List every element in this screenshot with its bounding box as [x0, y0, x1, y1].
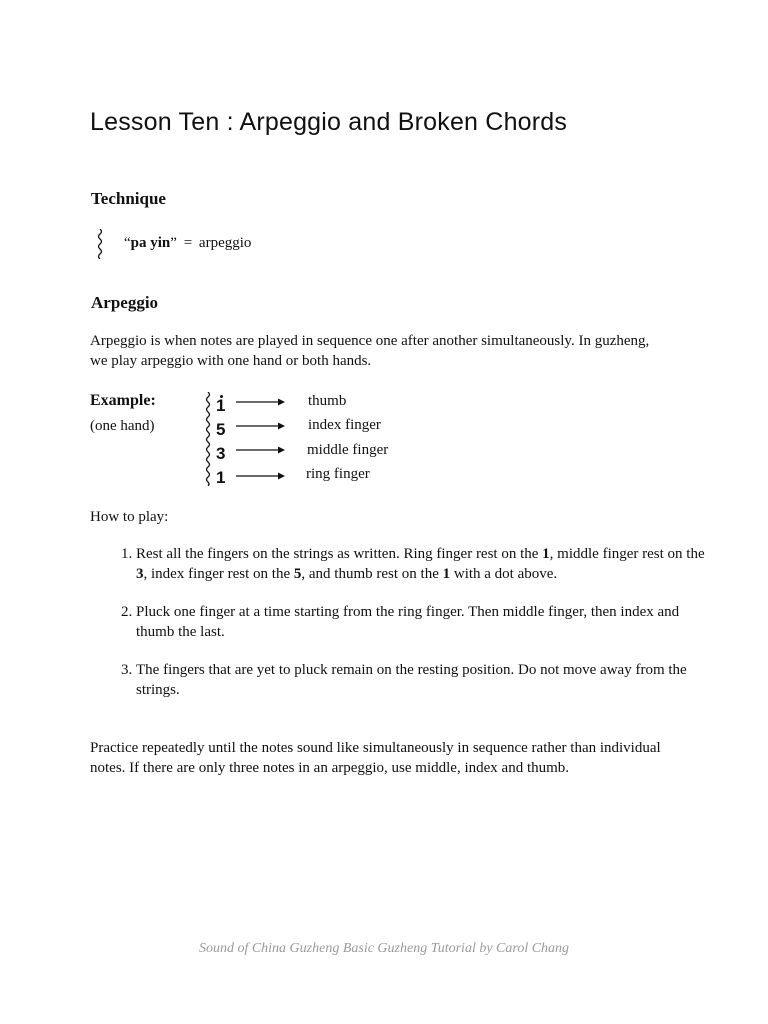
arrow-right-icon [236, 445, 286, 455]
arpeggio-intro: Arpeggio is when notes are played in sequence one after another simultaneously. In guzheng, we play arpeggio with one hand or both hands. [90, 333, 650, 369]
finger-middle: middle finger [307, 442, 389, 458]
equals-sign: = [183, 235, 193, 251]
footer: Sound of China Guzheng Basic Guzheng Tutorial by Carol Chang [198, 941, 570, 956]
technique-meaning: arpeggio [198, 235, 252, 251]
arpeggio-wavy-line-icon [97, 229, 103, 259]
example-label: Example: [90, 392, 156, 409]
page-title: Lesson Ten : Arpeggio and Broken Chords [90, 108, 568, 136]
note-5: 5 [216, 420, 226, 439]
list-item: 2. Pluck one finger at a time starting from the ring finger. Then middle finger, then index and thumb the last. [136, 603, 716, 642]
finger-ring: ring finger [306, 466, 370, 482]
open-quote: “ [124, 235, 131, 251]
step-text: , index finger rest on the [143, 565, 294, 582]
finger-index: index finger [308, 417, 381, 433]
step-bold-number: 5 [293, 565, 302, 582]
step-bold-number: 3 [136, 565, 144, 582]
example-sublabel: (one hand) [90, 418, 155, 434]
technique-definition [124, 233, 251, 253]
step-bold-number: 1 [442, 565, 451, 582]
note-1-low: 1 [216, 468, 226, 487]
close-quote: ” [170, 235, 177, 251]
steps-list [96, 545, 716, 719]
technique-heading: Technique [91, 189, 166, 208]
step-text: Rest all the fingers on the strings as written. Ring finger rest on the [136, 546, 543, 562]
how-to-play-heading: How to play: [90, 509, 169, 525]
note-1: 1 [216, 396, 226, 415]
step-text: with a dot above. [450, 565, 558, 582]
list-item: 3. The fingers that are yet to pluck remain on the resting position. Do not move away from the strings. [136, 661, 716, 700]
step-bold-number: 1 [542, 546, 550, 562]
arrow-right-icon [236, 471, 286, 481]
practice-paragraph: Practice repeatedly until the notes sound like simultaneously in sequence rather than individual notes. If there are only three notes in an arpeggio, use middle, index and thumb. [90, 740, 661, 776]
list-item [136, 545, 716, 584]
technique-term: pa yin [130, 235, 171, 251]
note-3: 3 [216, 444, 226, 463]
arpeggio-heading: Arpeggio [91, 293, 159, 312]
arrow-right-icon [236, 421, 286, 431]
step-text: , and thumb rest on the [301, 565, 443, 582]
arrow-right-icon [236, 397, 286, 407]
finger-thumb: thumb [308, 393, 347, 409]
step-text: , middle finger rest on the [549, 546, 705, 562]
example-wavy-line-icon [205, 392, 211, 486]
